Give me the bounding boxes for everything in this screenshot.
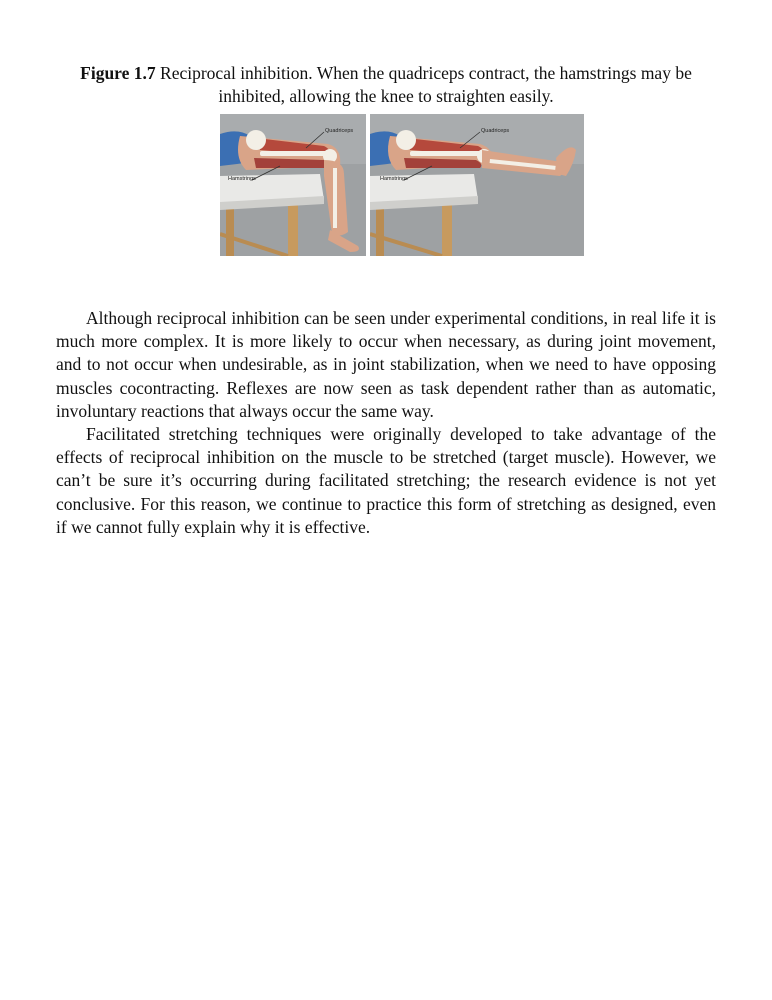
figure-image [220, 114, 584, 256]
figure-number: Figure 1.7 [80, 63, 156, 83]
figure-caption [52, 62, 720, 108]
quadriceps-label: Quadriceps [325, 128, 354, 134]
knee-straight-illustration [370, 114, 584, 256]
paragraph: Although reciprocal inhibition can be seen under experimental conditions, in real life it is much more complex. It is more likely to occur when necessary, as during joint movement, and to not occur when undesirable, as in joint stabilization, when we need to have opposing muscles cocontracting. Reflexes are now seen as task dependent rather than as automatic, involuntary reactions that always occur the same way. [56, 308, 716, 421]
hamstrings-label: Hamstrings [228, 176, 256, 182]
paragraph: Facilitated stretching techniques were originally developed to take advantage of the effects of reciprocal inhibition on the muscle to be stretched (target muscle). However, we can’t be sure it’s occurring during facilitated stretching; the research evidence is not yet conclusive. For this reason, we continue to practice this form of stretching as designed, even if we cannot fully explain why it is effective. [56, 424, 716, 537]
figure-caption-text: Reciprocal inhibition. When the quadriceps contract, the hamstrings may be inhibited, allowing the knee to straighten easily. [160, 63, 692, 106]
body-text [56, 307, 716, 539]
hamstrings-label: Hamstrings [380, 176, 408, 182]
knee-bent-illustration [220, 114, 366, 256]
quadriceps-label: Quadriceps [481, 128, 510, 134]
